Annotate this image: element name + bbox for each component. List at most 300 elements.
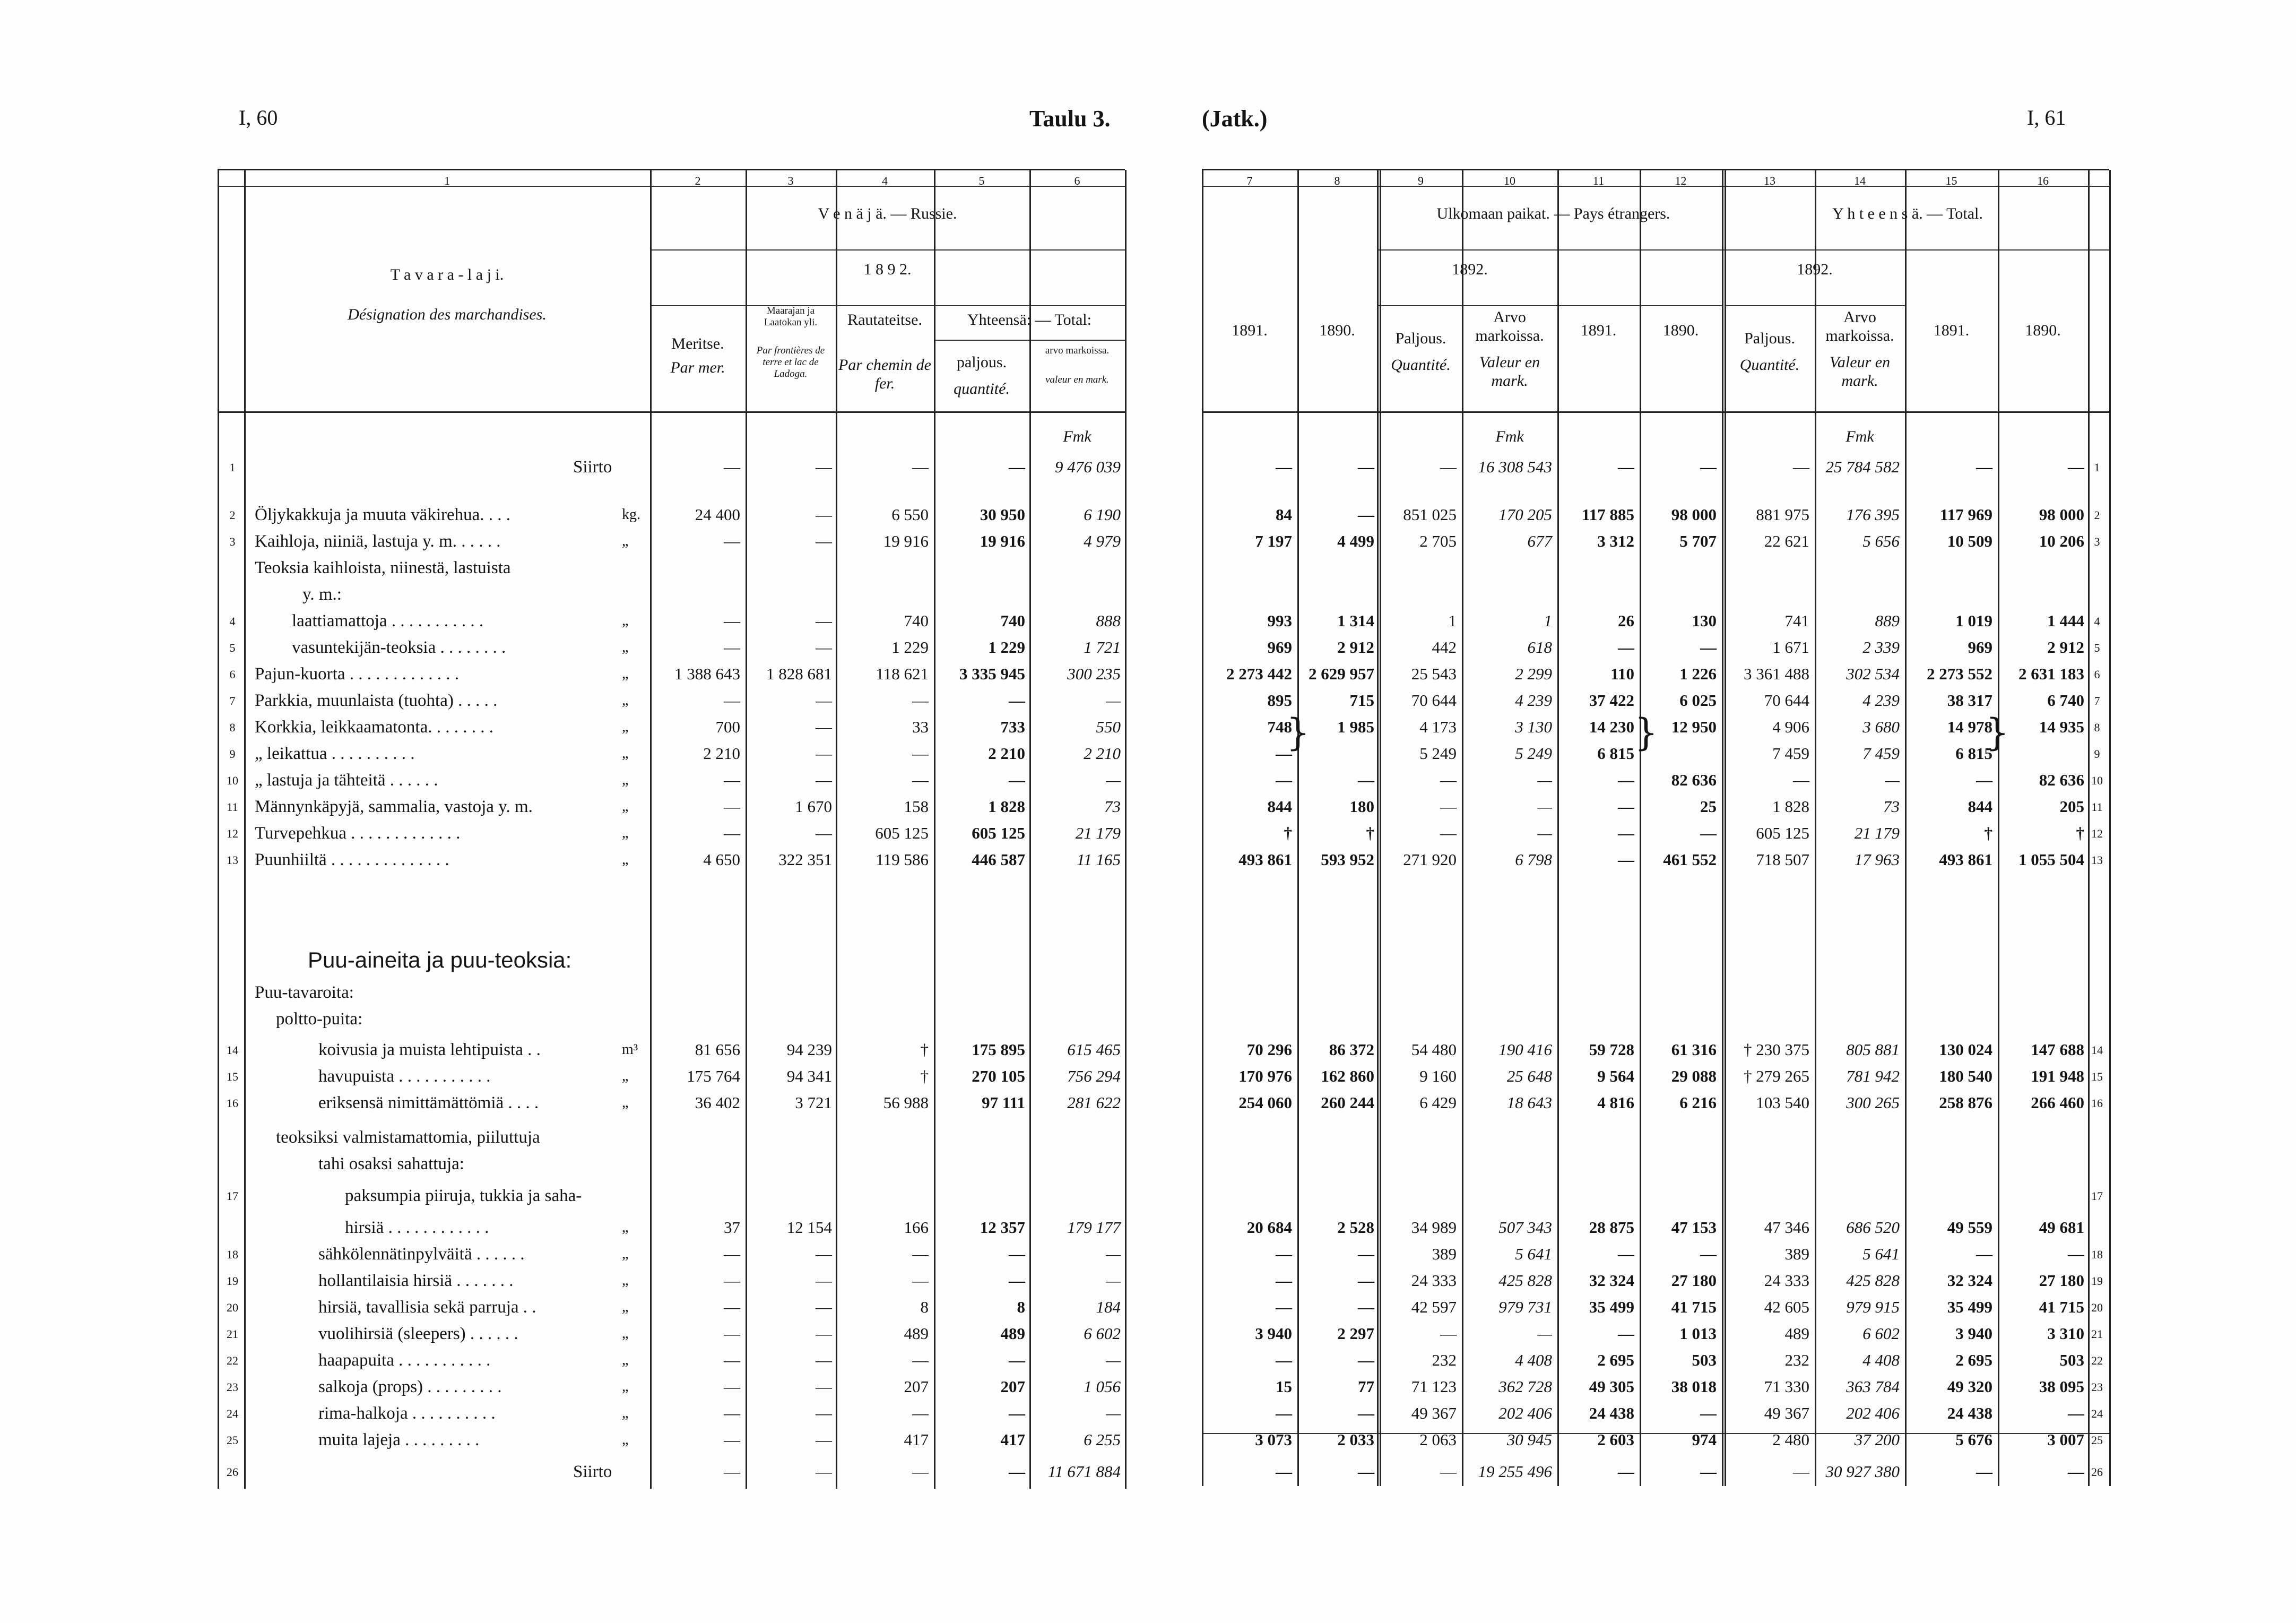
cell-r12-c7: 844 (1267, 797, 1292, 816)
grand-total-heading: Y h t e e n s ä. — Total. (1832, 205, 1983, 222)
cell-r32-c6: 11 671 884 (1047, 1462, 1121, 1481)
cell-r2-c9: 2 705 (1419, 532, 1457, 550)
cell-r7-c6: 300 235 (1067, 664, 1121, 683)
cell-r17-c13: † 230 375 (1744, 1040, 1809, 1059)
cell-r14-c6: 11 165 (1077, 850, 1121, 869)
cell-r31-c8: 2 033 (1337, 1430, 1374, 1449)
col-rule-right-2 (1377, 170, 1379, 1486)
year-under-rule-right-a (1377, 305, 1722, 306)
row-number-right-22: 17 (2091, 1189, 2103, 1203)
row-unit-2: „ (622, 533, 629, 549)
cell-r19-c11: 4 816 (1597, 1093, 1634, 1112)
cell-r25-c2: — (724, 1271, 740, 1290)
cell-r23-c12: 47 153 (1671, 1218, 1717, 1237)
cell-r19-c14: 300 265 (1846, 1093, 1900, 1112)
cell-r19-c15: 258 876 (1939, 1093, 1992, 1112)
cell-r26-c4: 8 (920, 1298, 929, 1316)
row-number-left-5: 4 (229, 615, 236, 628)
cell-r24-c14: 5 641 (1862, 1245, 1900, 1263)
cell-r13-c10: — (1537, 824, 1552, 842)
cell-r5-c3: — (816, 611, 832, 630)
cell-r14-c8: 593 952 (1321, 850, 1374, 869)
cell-r8-c3: — (816, 691, 832, 710)
cell-r30-c15: 24 438 (1947, 1404, 1992, 1422)
cell-r10-c14: 7 459 (1862, 744, 1900, 763)
cell-r5-c12: 130 (1692, 611, 1717, 630)
cell-r5-c16: 1 444 (2047, 611, 2084, 630)
cell-r8-c4: — (912, 691, 929, 710)
cell-r9-c16: 14 935 (2039, 718, 2084, 736)
cell-r1-c12: 98 000 (1671, 505, 1717, 524)
col-rule-left-2 (746, 170, 747, 1489)
row-unit-11: „ (622, 772, 629, 788)
cell-r27-c11: — (1618, 1324, 1634, 1343)
cell-r32-c13: — (1793, 1462, 1809, 1481)
cell-r24-c6: — (1106, 1245, 1121, 1263)
row-label-26: hirsiä, tavallisia sekä parruja . . (318, 1298, 536, 1317)
cell-r13-c6: 21 179 (1075, 824, 1121, 842)
cell-r9-c9: 4 173 (1419, 718, 1457, 736)
cell-r25-c9: 24 333 (1411, 1271, 1457, 1290)
cell-r17-c4: † (920, 1040, 929, 1059)
row-number-right-32: 26 (2091, 1465, 2103, 1479)
cell-r28-c9: 232 (1432, 1351, 1457, 1369)
cell-r29-c9: 71 123 (1411, 1377, 1457, 1396)
cell-r32-c8: — (1358, 1462, 1374, 1481)
cell-r25-c13: 24 333 (1764, 1271, 1809, 1290)
cell-r32-c5: — (1009, 1462, 1025, 1481)
cell-r31-c9: 2 063 (1419, 1430, 1457, 1449)
row-label-7: Pajun-kuorta . . . . . . . . . . . . . (255, 664, 459, 684)
cell-r17-c7: 70 296 (1246, 1040, 1292, 1059)
cell-r27-c6: 6 602 (1084, 1324, 1121, 1343)
cell-r29-c2: — (724, 1377, 740, 1396)
row-unit-6: „ (622, 639, 629, 655)
cell-r28-c3: — (816, 1351, 832, 1369)
by-sea-heading: Meritse. (671, 335, 724, 352)
cell-r12-c5: 1 828 (988, 797, 1025, 816)
cell-r23-c15: 49 559 (1947, 1218, 1992, 1237)
cell-r6-c11: — (1618, 638, 1634, 657)
cell-r11-c7: — (1276, 771, 1292, 789)
cell-r18-c5: 270 105 (972, 1067, 1025, 1085)
cell-r19-c16: 266 460 (2031, 1093, 2084, 1112)
cell-r0-c6: 9 476 039 (1055, 457, 1121, 476)
row-number-right-25: 19 (2091, 1274, 2103, 1288)
cell-r11-c5: — (1009, 771, 1025, 789)
cell-r28-c5: — (1009, 1351, 1025, 1369)
cell-r9-c3: — (816, 718, 832, 736)
cell-r5-c14: 889 (1875, 611, 1900, 630)
cell-r8-c8: 715 (1349, 691, 1374, 710)
cell-r13-c11: — (1618, 824, 1634, 842)
cell-r7-c3: 1 828 681 (766, 664, 832, 683)
cell-r28-c13: 232 (1784, 1351, 1809, 1369)
cell-r29-c12: 38 018 (1671, 1377, 1717, 1396)
cell-r29-c13: 71 330 (1764, 1377, 1809, 1396)
cell-r7-c2: 1 388 643 (674, 664, 740, 683)
row-number-left-0: 1 (229, 461, 236, 474)
cell-r0-c10: 16 308 543 (1478, 457, 1552, 476)
cell-r32-c9: — (1440, 1462, 1457, 1481)
cell-r27-c4: 489 (904, 1324, 929, 1343)
cell-r7-c7: 2 273 442 (1226, 664, 1292, 683)
row-label-1: Öljykakkuja ja muuta väkirehua. . . . (255, 505, 511, 524)
cell-r19-c9: 6 429 (1419, 1093, 1457, 1112)
foreign-quantity-heading: Paljous. (1395, 330, 1446, 347)
row-unit-8: „ (622, 692, 629, 709)
row-number-right-2: 3 (2094, 535, 2100, 548)
cell-r2-c12: 5 707 (1679, 532, 1717, 550)
col-rule-left-6 (1125, 170, 1127, 1489)
cell-r14-c10: 6 798 (1515, 850, 1552, 869)
cell-r0-c11: — (1618, 457, 1634, 476)
row-label-0: Siirto (573, 457, 612, 477)
cell-r23-c8: 2 528 (1337, 1218, 1374, 1237)
cell-r24-c3: — (816, 1245, 832, 1263)
cell-r1-c16: 98 000 (2039, 505, 2084, 524)
cell-r12-c13: 1 828 (1772, 797, 1809, 816)
cell-r10-c5: 2 210 (988, 744, 1025, 763)
cell-r24-c15: — (1976, 1245, 1992, 1263)
cell-r28-c14: 4 408 (1862, 1351, 1900, 1369)
row-unit-14: „ (622, 851, 629, 868)
cell-r0-c14: 25 784 582 (1825, 457, 1900, 476)
cell-r32-c4: — (912, 1462, 929, 1481)
year-1890-russia: 1890. (1319, 322, 1355, 339)
cell-r5-c15: 1 019 (1955, 611, 1992, 630)
cell-r27-c15: 3 940 (1955, 1324, 1992, 1343)
cell-r7-c14: 302 534 (1846, 664, 1900, 683)
row-label-2: Kaihloja, niiniä, lastuja y. m. . . . . . (255, 532, 501, 551)
cell-r30-c4: — (912, 1404, 929, 1422)
row-number-left-10: 9 (229, 747, 236, 761)
cell-r12-c11: — (1618, 797, 1634, 816)
cell-r9-c10: 3 130 (1515, 718, 1552, 736)
cell-r2-c11: 3 312 (1597, 532, 1634, 550)
section-title: Puu-aineita ja puu-teoksia: (308, 947, 572, 972)
cell-r12-c4: 158 (904, 797, 929, 816)
row-label-18: havupuista . . . . . . . . . . . (318, 1067, 491, 1086)
row-label-27: vuolihirsiä (sleepers) . . . . . . (318, 1324, 518, 1343)
column-number-7: 7 (1246, 174, 1253, 187)
venaja-under-rule (650, 249, 1125, 251)
row-unit-17: m³ (622, 1041, 638, 1058)
row-number-right-24: 18 (2091, 1248, 2103, 1261)
cell-r14-c7: 493 861 (1238, 850, 1292, 869)
cell-r31-c12: 974 (1692, 1430, 1717, 1449)
cell-r1-c4: 6 550 (891, 505, 929, 524)
year-1892-russia: 1 8 9 2. (863, 261, 912, 278)
column-number-13: 13 (1764, 174, 1775, 187)
cell-r32-c7: — (1276, 1462, 1292, 1481)
cell-r17-c2: 81 656 (695, 1040, 740, 1059)
cell-r0-c16: — (2068, 457, 2084, 476)
cell-r12-c9: — (1440, 797, 1457, 816)
cell-r13-c15: † (1984, 824, 1992, 842)
cell-r30-c7: — (1276, 1404, 1292, 1422)
cell-r24-c11: — (1618, 1245, 1634, 1263)
row-label-30: rima-halkoja . . . . . . . . . . (318, 1404, 496, 1423)
cell-r8-c7: 895 (1267, 691, 1292, 710)
cell-r29-c4: 207 (904, 1377, 929, 1396)
cell-r2-c5: 19 916 (980, 532, 1025, 550)
cell-r13-c12: — (1700, 824, 1717, 842)
cell-r7-c13: 3 361 488 (1744, 664, 1809, 683)
cell-r25-c8: — (1358, 1271, 1374, 1290)
column-number-12: 12 (1675, 174, 1687, 187)
cell-r8-c5: — (1009, 691, 1025, 710)
cell-r9-c11: 14 230 (1589, 718, 1634, 736)
cell-r26-c3: — (816, 1298, 832, 1316)
cell-r25-c14: 425 828 (1846, 1271, 1900, 1290)
header-bottom-rule-left (218, 411, 1125, 413)
cell-r0-c9: — (1440, 457, 1457, 476)
cell-r0-c2: — (724, 457, 740, 476)
cell-r9-c2: 700 (715, 718, 740, 736)
russia-valeur-heading: valeur en mark. (1045, 374, 1109, 385)
cell-r1-c6: 6 190 (1084, 505, 1121, 524)
cell-r18-c3: 94 341 (786, 1067, 832, 1085)
cell-r23-c2: 37 (724, 1218, 740, 1237)
cell-r14-c4: 119 586 (876, 850, 929, 869)
cell-r12-c8: 180 (1349, 797, 1374, 816)
cell-r5-c4: 740 (904, 611, 929, 630)
cell-r6-c6: 1 721 (1084, 638, 1121, 657)
cell-r28-c12: 503 (1692, 1351, 1717, 1369)
cell-r0-c13: — (1793, 457, 1809, 476)
cell-r19-c7: 254 060 (1238, 1093, 1292, 1112)
cell-r8-c12: 6 025 (1679, 691, 1717, 710)
row-number-left-31: 25 (227, 1434, 238, 1447)
row-number-left-29: 23 (227, 1380, 238, 1394)
cell-r0-c8: — (1358, 457, 1374, 476)
left-page-number: I, 60 (239, 106, 278, 130)
cell-r30-c9: 49 367 (1411, 1404, 1457, 1422)
cell-r32-c11: — (1618, 1462, 1634, 1481)
cell-r24-c5: — (1009, 1245, 1025, 1263)
cell-r26-c12: 41 715 (1671, 1298, 1717, 1316)
row-number-right-8: 7 (2094, 694, 2100, 707)
cell-r13-c9: — (1440, 824, 1457, 842)
cell-r2-c15: 10 509 (1947, 532, 1992, 550)
cell-r29-c11: 49 305 (1589, 1377, 1634, 1396)
cell-r27-c7: 3 940 (1255, 1324, 1292, 1343)
cell-r25-c3: — (816, 1271, 832, 1290)
row-number-left-2: 3 (229, 535, 236, 548)
column-number-4: 4 (882, 174, 888, 187)
cell-r17-c16: 147 688 (2031, 1040, 2084, 1059)
row-number-right-29: 23 (2091, 1380, 2103, 1394)
cell-r32-c3: — (816, 1462, 832, 1481)
row-label-17: koivusia ja muista lehtipuista . . (318, 1040, 541, 1059)
column-number-11: 11 (1592, 174, 1605, 187)
year-1890-total: 1890. (2025, 322, 2061, 339)
column-number-3: 3 (787, 174, 794, 187)
cell-r32-c10: 19 255 496 (1478, 1462, 1552, 1481)
cell-r1-c3: — (816, 505, 832, 524)
cell-r23-c11: 28 875 (1589, 1218, 1634, 1237)
cell-r27-c2: — (724, 1324, 740, 1343)
land-border-heading: Maarajan ja Laatokan yli. (764, 305, 818, 328)
cell-r6-c10: 618 (1527, 638, 1552, 657)
cell-r17-c10: 190 416 (1498, 1040, 1552, 1059)
row-unit-7: „ (622, 666, 629, 682)
col-rule-right-0 (1202, 170, 1203, 1486)
cell-r26-c9: 42 597 (1411, 1298, 1457, 1316)
brace-icon-0: } (1286, 711, 1310, 754)
cell-r26-c7: — (1276, 1298, 1292, 1316)
cell-r17-c6: 615 465 (1067, 1040, 1121, 1059)
cell-r8-c14: 4 239 (1862, 691, 1900, 710)
cell-r32-c2: — (724, 1462, 740, 1481)
cell-r9-c8: 1 985 (1337, 718, 1374, 736)
column-number-5: 5 (978, 174, 985, 187)
row-number-right-13: 12 (2091, 827, 2103, 840)
cell-r31-c5: 417 (1000, 1430, 1025, 1449)
right-page-number: I, 61 (2027, 106, 2066, 130)
cell-r12-c6: 73 (1104, 797, 1121, 816)
row-number-left-32: 26 (227, 1465, 238, 1479)
cell-r2-c16: 10 206 (2039, 532, 2084, 550)
cell-r9-c12: 12 950 (1671, 718, 1717, 736)
row-label-4: y. m.: (302, 585, 342, 604)
cell-r24-c7: — (1276, 1245, 1292, 1263)
cell-r11-c14: — (1885, 771, 1900, 789)
cell-r27-c13: 489 (1784, 1324, 1809, 1343)
cell-r23-c14: 686 520 (1846, 1218, 1900, 1237)
cell-r12-c2: — (724, 797, 740, 816)
cell-r17-c12: 61 316 (1671, 1040, 1717, 1059)
row-unit-29: „ (622, 1378, 629, 1395)
cell-r19-c2: 36 402 (695, 1093, 740, 1112)
row-unit-12: „ (622, 798, 629, 815)
year-1892-foreign: 1892. (1452, 261, 1488, 278)
foreign-under-rule (1377, 249, 2109, 251)
row-number-right-26: 20 (2091, 1301, 2103, 1314)
cell-r26-c16: 41 715 (2039, 1298, 2084, 1316)
row-unit-10: „ (622, 745, 629, 762)
cell-r0-c5: — (1009, 457, 1025, 476)
total-quantite-heading: Quantité. (1739, 356, 1800, 374)
cell-r2-c7: 7 197 (1255, 532, 1292, 550)
cell-r28-c8: — (1358, 1351, 1374, 1369)
cell-r8-c9: 70 644 (1411, 691, 1457, 710)
cell-r14-c3: 322 351 (778, 850, 832, 869)
cell-r11-c2: — (724, 771, 740, 789)
cell-r6-c16: 2 912 (2047, 638, 2084, 657)
cell-r31-c10: 30 945 (1506, 1430, 1552, 1449)
cell-r8-c2: — (724, 691, 740, 710)
cell-r29-c8: 77 (1358, 1377, 1374, 1396)
cell-r25-c6: — (1106, 1271, 1121, 1290)
cell-r2-c2: — (724, 532, 740, 550)
cell-r10-c7: — (1276, 744, 1292, 763)
cell-r23-c3: 12 154 (786, 1218, 832, 1237)
cell-r23-c7: 20 684 (1246, 1218, 1292, 1237)
cell-r2-c14: 5 656 (1862, 532, 1900, 550)
cell-r6-c2: — (724, 638, 740, 657)
cell-r8-c13: 70 644 (1764, 691, 1809, 710)
cell-r29-c16: 38 095 (2039, 1377, 2084, 1396)
cell-r27-c3: — (816, 1324, 832, 1343)
par-chemin-heading: Par chemin de fer. (838, 356, 931, 393)
cell-r17-c3: 94 239 (786, 1040, 832, 1059)
row-number-left-9: 8 (229, 721, 236, 734)
cell-r18-c16: 191 948 (2031, 1067, 2084, 1085)
cell-r0-c12: — (1700, 457, 1717, 476)
cell-r31-c3: — (816, 1430, 832, 1449)
cell-r11-c12: 82 636 (1671, 771, 1717, 789)
cell-r31-c2: — (724, 1430, 740, 1449)
cell-r19-c4: 56 988 (883, 1093, 929, 1112)
total-quantity-heading: Paljous. (1744, 330, 1795, 347)
cell-r29-c14: 363 784 (1846, 1377, 1900, 1396)
row-number-left-30: 24 (227, 1407, 238, 1420)
cell-r30-c6: — (1106, 1404, 1121, 1422)
cell-r7-c11: 110 (1610, 664, 1634, 683)
cell-r6-c13: 1 671 (1772, 638, 1809, 657)
cell-r14-c13: 718 507 (1756, 850, 1809, 869)
cell-r11-c6: — (1106, 771, 1121, 789)
cell-r6-c4: 1 229 (891, 638, 929, 657)
row-number-left-7: 6 (229, 668, 236, 681)
cell-r29-c3: — (816, 1377, 832, 1396)
cell-r28-c15: 2 695 (1955, 1351, 1992, 1369)
cell-r24-c8: — (1358, 1245, 1374, 1263)
cell-r9-c7: 748 (1267, 718, 1292, 736)
row-label-22: paksumpia piiruja, tukkia ja saha- (345, 1186, 582, 1205)
cell-r30-c5: — (1009, 1404, 1025, 1422)
cell-r13-c8: † (1366, 824, 1374, 842)
cell-r12-c14: 73 (1883, 797, 1900, 816)
cell-r7-c12: 1 226 (1679, 664, 1717, 683)
cell-r6-c8: 2 912 (1337, 638, 1374, 657)
fmk-unit-russia: Fmk (1063, 428, 1091, 445)
cell-r17-c9: 54 480 (1411, 1040, 1457, 1059)
cell-r25-c10: 425 828 (1498, 1271, 1552, 1290)
cell-r12-c10: — (1537, 797, 1552, 816)
row-label-31: muita lajeja . . . . . . . . . (318, 1430, 480, 1449)
cell-r5-c2: — (724, 611, 740, 630)
cell-r17-c15: 130 024 (1939, 1040, 1992, 1059)
cell-r6-c12: — (1700, 638, 1717, 657)
row-label-29: salkoja (props) . . . . . . . . . (318, 1377, 502, 1396)
col-rule-right-5 (1557, 170, 1559, 1486)
cell-r32-c14: 30 927 380 (1825, 1462, 1900, 1481)
cell-r14-c14: 17 963 (1854, 850, 1900, 869)
cell-r19-c10: 18 643 (1506, 1093, 1552, 1112)
row-number-left-19: 16 (227, 1097, 238, 1110)
cell-r28-c11: 2 695 (1597, 1351, 1634, 1369)
designation-heading: Désignation des marchandises. (348, 306, 547, 323)
row-label-24: sähkölennätinpylväitä . . . . . . (318, 1245, 525, 1264)
row-label-28: haapapuita . . . . . . . . . . . (318, 1351, 491, 1370)
row-number-left-11: 10 (227, 774, 238, 787)
row-unit-28: „ (622, 1352, 629, 1368)
cell-r8-c15: 38 317 (1947, 691, 1992, 710)
col-rule-right-1 (1297, 170, 1299, 1486)
row-label-10: „ leikattua . . . . . . . . . . (255, 744, 415, 763)
row-number-left-24: 18 (227, 1248, 238, 1261)
cell-r8-c10: 4 239 (1515, 691, 1552, 710)
row-label-13: Turvepehkua . . . . . . . . . . . . . (255, 824, 461, 843)
cell-r2-c8: 4 499 (1337, 532, 1374, 550)
cell-r25-c12: 27 180 (1671, 1271, 1717, 1290)
row-number-right-14: 13 (2091, 853, 2103, 867)
cell-r11-c10: — (1537, 771, 1552, 789)
cell-r27-c14: 6 602 (1862, 1324, 1900, 1343)
